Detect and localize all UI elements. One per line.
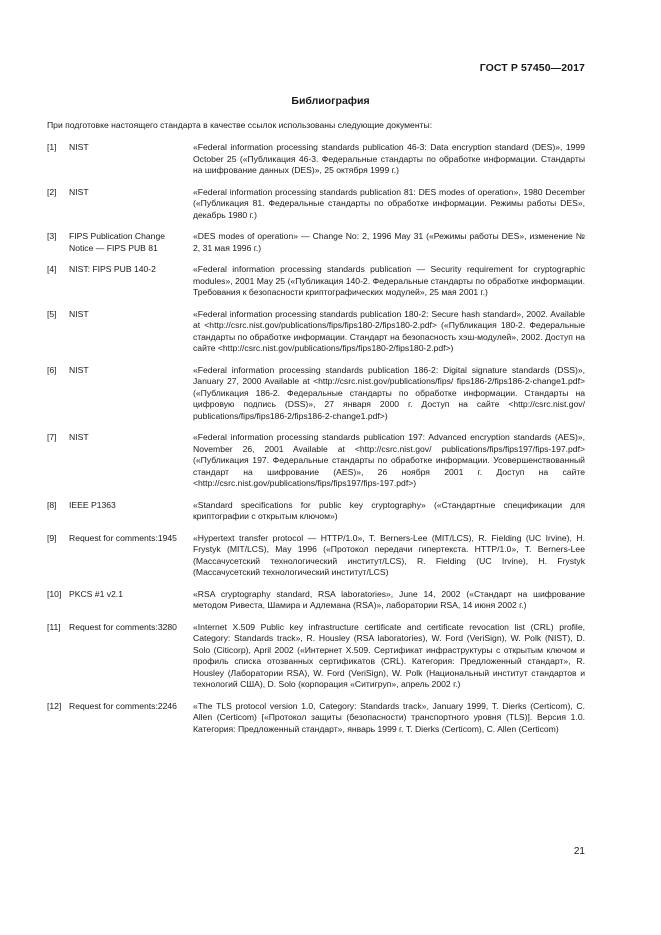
entry-number: [3] <box>47 231 57 241</box>
entry-number: [11] <box>47 621 61 632</box>
entry-number: [5] <box>47 308 57 319</box>
entry-source: NIST <box>69 364 89 375</box>
entry-text: «Federal information processing standards publication — Security requirement for cryptographic modules», 2001 May 25 («Публикация 140-2. Федеральные стандарты по обработке информации. Требования к безопасности криптографических модулей», 25 мая 2001 г.) <box>193 264 585 297</box>
intro-text: При подготовке настоящего стандарта в качестве ссылок использованы следующие документы: <box>47 120 433 130</box>
bibliography-entry-7 <box>47 432 585 490</box>
entry-source: FIPS Publication Change Notice — FIPS PUB 81 <box>69 231 166 253</box>
entry-number: [7] <box>47 432 57 442</box>
bibliography-entry-1 <box>47 142 585 177</box>
entry-text: «RSA cryptography standard, RSA laboratories», June 14, 2002 («Стандарт на шифрование методом Ривеста, Шамира и Адлемана (RSA)», лаборатории RSA, 14 июня 2002 г.) <box>193 588 585 610</box>
bibliography-list <box>47 142 585 745</box>
entry-text: «Federal information processing standards publication 186-2: Digital signature standards (DSS)», January 27, 2000 Available at <http://csrc.nist.gov/publications/fips/ fips186-2/fips186-2-change1.pdf> («Публикация 186-2. Федеральные стандарты по обработке информации. Стандарты на цифровую подпись (DSS)», 27 января 2000 г. Доступ на сайте <http://csrc.nist.gov/ publications/fips/fips186-2/fips186-2-change1.pdf>) <box>193 364 585 421</box>
bibliography-entry-11 <box>47 622 585 691</box>
entry-source: NIST <box>69 186 89 197</box>
entry-source: NIST <box>69 308 89 319</box>
entry-source: Request for comments:3280 <box>69 621 177 632</box>
entry-number: [6] <box>47 364 57 375</box>
entry-text: «Standard specifications for public key cryptography» («Стандартные спецификации для криптографии с открытым ключом») <box>193 499 585 521</box>
entry-number: [2] <box>47 186 57 197</box>
bibliography-entry-2 <box>47 187 585 222</box>
entry-number: [9] <box>47 532 57 543</box>
entry-text: «Federal information processing standards publication 180-2: Secure hash standard», 2002. Available at <http://csrc.nist.gov/publications/fips/fips180-2/fips180-2.pdf> («Публикация 180-2. Федеральные стандарты по обработке информации. Стандарт на безопасность хэш-модулей», 2002. Доступ на сайте <http://csrc.nist.gov/publications/fips/fips180-2/fips180-2.pdf>) <box>193 308 585 353</box>
bibliography-entry-8 <box>47 500 585 523</box>
entry-source: NIST <box>69 142 89 152</box>
entry-source: Request for comments:2246 <box>69 700 177 711</box>
page-number: 21 <box>573 846 585 857</box>
entry-source: IEEE P1363 <box>69 499 116 510</box>
entry-text: «Internet X.509 Public key infrastructure certificate and certificate revocation list (CRL) profile, Category: Standards track», R. Housley (RSA laboratories), W. Ford (VeriSign), W. Polk (NIST), D. Solo (Citicorp), April 2002 («Интернет X.509. Сертификат инфраструктуры с открытым ключом и профиль списка отозванных сертификатов (CRL). Категория: Предложенный стандарт», R. Housley (Лаборатории RSA), W. Ford (VeriSign), W. Polk (Национальный институт стандартов и технологий США), D. Solo (корпорация «Ситигруп», апрель 2002 г.) <box>193 621 585 689</box>
bibliography-entry-12 <box>47 701 585 736</box>
entry-text: «Federal information processing standards publication 46-3: Data encryption standard (DES)», 1999 October 25 («Публикация 46-3. Федеральные стандарты по обработке информации. Стандарты на шифрование данных (DES)», 25 октября 1999 г.) <box>193 142 585 175</box>
page-title: Библиография <box>291 95 370 107</box>
bibliography-entry-4 <box>47 264 585 299</box>
entry-number: [1] <box>47 142 57 152</box>
entry-number: [12] <box>47 700 62 711</box>
entry-text: «The TLS protocol version 1.0, Category: Standards track», January 1999, T. Dierks (Certicom), C. Allen (Certicom) [«Протокол защиты (безопасности) транспортного уровня (TLS)]. Версия 1.0. Категория: Предложенный стандарт», январь 1999 г. T. Dierks (Certicom), C. Allen (Certicom) <box>193 700 585 734</box>
bibliography-entry-10 <box>47 589 585 612</box>
entry-text: «Hypertext transfer protocol — HTTP/1.0», T. Berners-Lee (MIT/LCS), R. Fielding (UC Irvine), H. Frystyk (MIT/LCS), May 1996 («Протокол передачи гипертекста. HTTP/1.0», T. Berners-Lee (Массачусетский технологический институт/LCS), R. Fielding (UC Irvine), H. Frystyk (Массачусетский технологический институт/LCS) <box>193 532 585 577</box>
document-standard-code: ГОСТ Р 57450—2017 <box>479 62 585 74</box>
entry-number: [8] <box>47 499 57 510</box>
bibliography-entry-9 <box>47 533 585 579</box>
bibliography-entry-6 <box>47 365 585 423</box>
entry-source: Request for comments:1945 <box>69 532 177 543</box>
entry-source: NIST <box>69 432 89 442</box>
entry-text: «Federal information processing standards publication 197: Advanced encryption standards (AES)», November 26, 2001 Available at <http://csrc.nist.gov/ publications/fips/fips197/fips-197.pdf> («Публикация 197. Федеральные стандарты по обработке информации. Усовершенствованный стандарт на шифрование (AES)», 26 ноября 2001 г. Доступ на сайте <http://csrc.nist.gov/publications/fips/fips197/fips-197.pdf>) <box>193 432 585 488</box>
entry-number: [10] <box>47 588 62 599</box>
entry-text: «Federal information processing standards publication 81: DES modes of operation», 1980 December («Публикация 81. Федеральные стандарты по обработке информации. Режимы работы DES», декабрь 1980 г.) <box>193 186 585 220</box>
entry-text: «DES modes of operation» — Change No: 2, 1996 May 31 («Режимы работы DES», изменение № 2, 31 мая 1996 г.) <box>193 231 585 253</box>
bibliography-entry-5 <box>47 309 585 355</box>
entry-source: NIST: FIPS PUB 140-2 <box>69 264 156 274</box>
bibliography-entry-3 <box>47 231 585 254</box>
entry-source: PKCS #1 v2.1 <box>69 588 123 599</box>
entry-number: [4] <box>47 264 57 274</box>
